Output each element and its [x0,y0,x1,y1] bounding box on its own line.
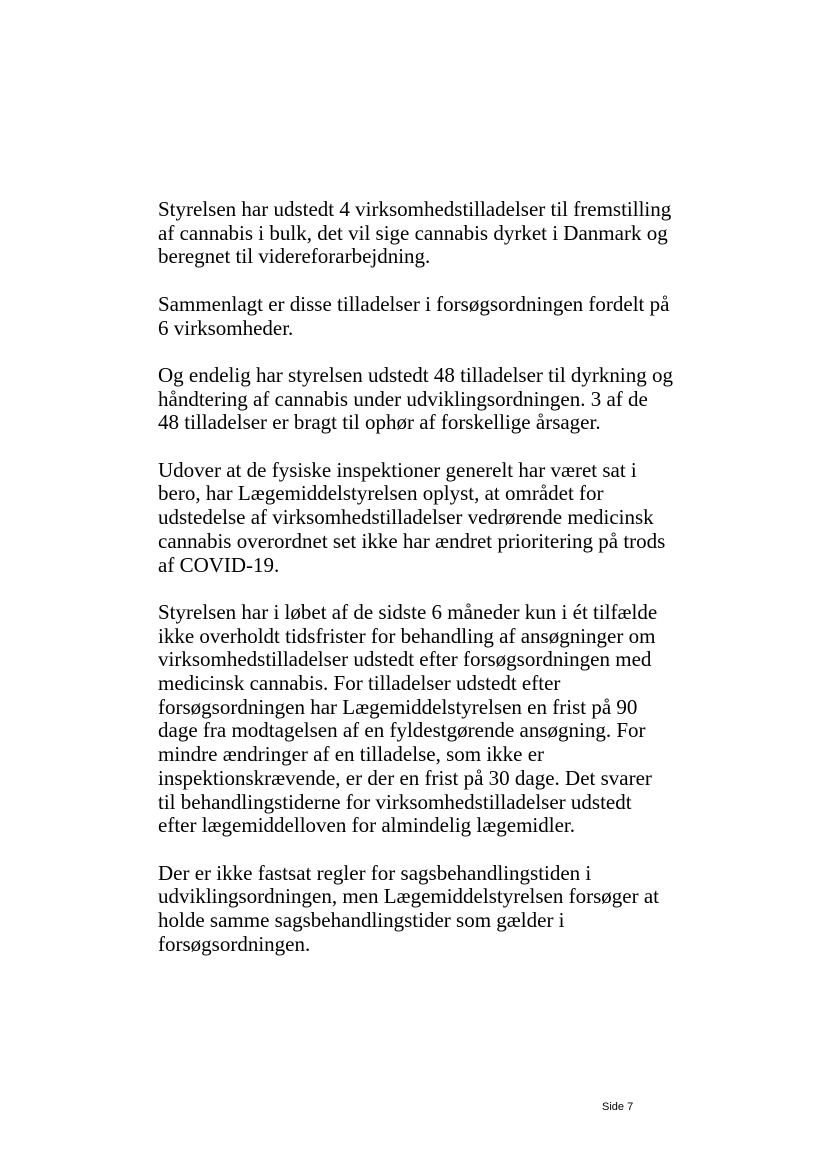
text-line: dage fra modtagelsen af en fyldestgørende ansøgning. For [158,718,646,743]
body-text [158,198,678,980]
text-line: af COVID-19. [158,552,280,577]
text-line: Der er ikke fastsat regler for sagsbehandlingstiden i [158,860,592,885]
page-number: Side 7 [602,1101,634,1113]
text-line: holde samme sagsbehandlingstider som gælder i [158,908,565,933]
text-line: 48 tilladelser er bragt til ophør af forskellige årsager. [158,410,601,435]
text-line: håndtering af cannabis under udviklingsordningen. 3 af de [158,386,648,411]
text-line: udviklingsordningen, men Lægemiddelstyrelsen forsøger at [158,884,659,909]
paragraph-deadlines [158,601,678,838]
text-line: mindre ændringer af en tilladelse, som ikke er [158,742,545,767]
text-line: Sammenlagt er disse tilladelser i forsøgsordningen fordelt på [158,291,670,316]
text-line: efter lægemiddelloven for almindelig lægemidler. [158,813,575,838]
text-line: Styrelsen har udstedt 4 virksomhedstilladelser til fremstilling [158,197,672,221]
paragraph-covid-priority [158,459,678,578]
paragraph-bulk-permits [158,198,678,269]
text-line: Styrelsen har i løbet af de sidste 6 måneder kun i ét tilfælde [158,599,658,624]
text-line: bero, har Lægemiddelstyrelsen oplyst, at området for [158,481,604,506]
text-line: medicinsk cannabis. For tilladelser udstedt efter [158,671,561,695]
text-line: Og endelig har styrelsen udstedt 48 tilladelser til dyrkning og [158,362,673,387]
text-line: cannabis overordnet set ikke har ændret prioritering på trods [158,528,666,553]
paragraph-development-permits [158,364,678,435]
text-line: forsøgsordningen. [158,931,311,956]
text-line: virksomhedstilladelser udstedt efter forsøgsordningen med [158,647,652,672]
text-line: 6 virksomheder. [158,315,294,340]
text-line: udstedelse af virksomhedstilladelser vedrørende medicinsk [158,505,654,530]
text-line: inspektionskrævende, er der en frist på 30 dage. Det svarer [158,765,652,790]
text-line: af cannabis i bulk, det vil sige cannabis dyrket i Danmark og [158,220,668,245]
text-line: ikke overholdt tidsfrister for behandling af ansøgninger om [158,623,656,648]
text-line: til behandlingstiderne for virksomhedstilladelser udstedt [158,789,632,814]
text-line: Udover at de fysiske inspektioner generelt har været sat i [158,457,637,482]
paragraph-case-processing [158,862,678,957]
paragraph-companies [158,293,678,340]
text-line: beregnet til videreforarbejdning. [158,244,431,269]
text-line: forsøgsordningen har Lægemiddelstyrelsen en frist på 90 [158,694,638,719]
